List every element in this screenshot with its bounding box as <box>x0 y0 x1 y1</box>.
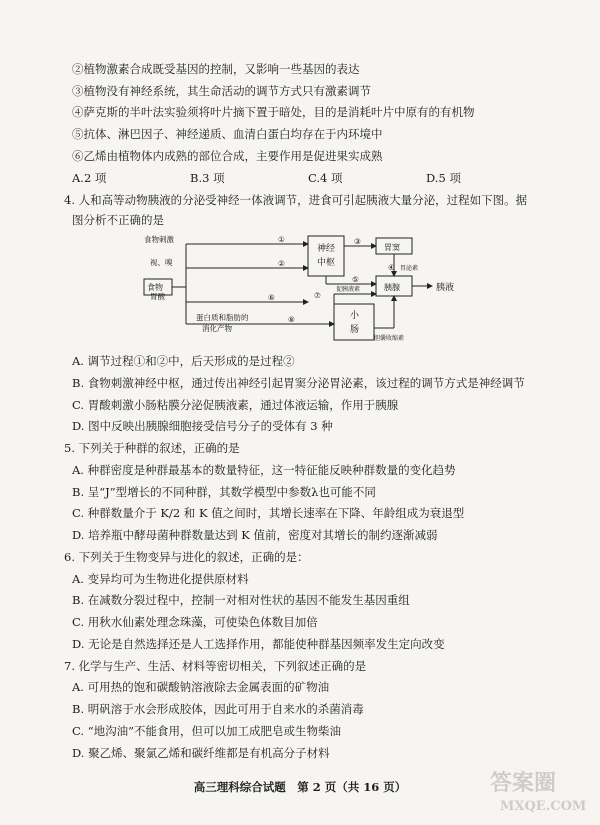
diagram-svg <box>138 232 468 342</box>
sight-smell-label: 视、嗅 <box>150 258 173 267</box>
path-7-number: ⑦ <box>314 291 321 300</box>
nerve-center-label-2: 中枢 <box>317 258 336 268</box>
q6-stem: 6. 下列关于生物变异与进化的叙述，正确的是： <box>64 550 309 564</box>
q4-option-d: D. 图中反映出胰腺细胞接受信号分子的受体有 3 种 <box>72 419 333 433</box>
q7-stem: 7. 化学与生产、生活、材料等密切相关，下列叙述正确的是 <box>64 659 367 673</box>
q7-option-a: A. 可用热的饱和碳酸钠溶液除去金属表面的矿物油 <box>72 680 330 694</box>
path-6-number: ⑥ <box>268 293 275 302</box>
q3-option-a: A.2 项 <box>72 171 107 185</box>
q6-option-d: D. 无论是自然选择还是人工选择作用，都能使种群基因频率发生定向改变 <box>72 637 445 651</box>
cck-label: 胆囊收缩素 <box>374 335 405 342</box>
watermark-line1: 答案圈 <box>490 770 557 796</box>
q4-stem-line2: 图分析不正确的是 <box>72 213 164 227</box>
small-intestine-label-2: 肠 <box>350 325 360 335</box>
q5-option-a: A. 种群密度是种群最基本的数量特征，这一特征能反映种群数量的变化趋势 <box>72 463 456 477</box>
q7-option-c: C. “地沟油”不能食用，但可以加工成肥皂或生物柴油 <box>72 724 341 738</box>
q7-option-b: B. 明矾溶于水会形成胶体，因此可用于自来水的杀菌消毒 <box>72 702 364 716</box>
q3-option-d: D.5 项 <box>426 171 461 185</box>
path-1-number: ① <box>278 235 285 244</box>
q6-option-b: B. 在减数分裂过程中，控制一对相对性状的基因不能发生基因重组 <box>72 593 410 607</box>
watermark-logo <box>486 762 586 817</box>
food-stim-label: 食物刺激 <box>144 235 174 244</box>
q3-option-c: C.4 项 <box>308 171 343 185</box>
q3-option-b: B.3 项 <box>190 171 225 185</box>
stomach-label: 胃窦 <box>384 243 400 252</box>
statement-4: ④萨克斯的半叶法实验须将叶片摘下置于暗处，目的是消耗叶片中原有的有机物 <box>72 105 475 119</box>
nerve-center-label-1: 神经 <box>317 244 336 254</box>
q4-option-c: C. 胃酸刺激小肠粘膜分泌促胰液素，通过体液运输，作用于胰腺 <box>72 398 399 412</box>
pancreas-label: 胰腺 <box>384 283 400 292</box>
path-3-number: ③ <box>354 237 361 246</box>
watermark-line2: MXQE.COM <box>500 799 586 814</box>
statement-2: ②植物激素合成既受基因的控制，又影响一些基因的表达 <box>72 62 360 76</box>
digest-products-label-1: 蛋白质和脂肪的 <box>196 313 249 322</box>
statement-3: ③植物没有神经系统，其生命活动的调节方式只有激素调节 <box>72 84 371 98</box>
stomach-acid-label: 胃酸 <box>150 292 165 301</box>
path-4-number: ④ <box>388 263 395 272</box>
nerve-center-box <box>308 236 344 276</box>
q6-option-c: C. 用秋水仙素处理念珠藻，可使染色体数目加倍 <box>72 615 318 629</box>
q7-option-d: D. 聚乙烯、聚氯乙烯和碳纤维都是有机高分子材料 <box>72 746 330 760</box>
q5-stem: 5. 下列关于种群的叙述，正确的是 <box>64 441 240 455</box>
q3-options <box>72 170 572 186</box>
q5-option-b: B. 呈“J”型增长的不同种群，其数学模型中参数λ也可能不同 <box>72 485 376 499</box>
q5-option-d: D. 培养瓶中酵母菌种群数量达到 K 值前，密度对其增长的制约逐渐减弱 <box>72 528 438 542</box>
q6-option-a: A. 变异均可为生物进化提供原材料 <box>72 572 249 586</box>
path-2-number: ② <box>278 259 285 268</box>
pancreatic-juice-label: 胰液 <box>436 283 455 293</box>
site-watermark <box>486 762 586 817</box>
q4-stem-line1: 4. 人和高等动物胰液的分泌受神经一体液调节，进食可引起胰液大量分泌，过程如下图。据 <box>64 193 528 207</box>
page-footer: 高三理科综合试题 第 2 页（共 16 页） <box>193 780 407 794</box>
statement-5: ⑤抗体、淋巴因子、神经递质、血清白蛋白均存在于内环境中 <box>72 127 383 141</box>
q5-option-c: C. 种群数量介于 K/2 和 K 值之间时，其增长速率在下降、年龄组成为衰退型 <box>72 506 465 520</box>
digest-products-label-2: 消化产物 <box>202 324 232 333</box>
food-label: 食物 <box>147 283 163 292</box>
secretin-label: 促胰液素 <box>336 286 361 293</box>
q4-option-a: A. 调节过程①和②中，后天形成的是过程② <box>72 354 295 368</box>
statement-6: ⑥乙烯由植物体内成熟的部位合成，主要作用是促进果实成熟 <box>72 149 383 163</box>
gastrin-label: 胃泌素 <box>400 265 419 272</box>
small-intestine-label-1: 小 <box>350 311 360 321</box>
path-8-number: ⑧ <box>288 315 295 324</box>
q4-option-b: B. 食物刺激神经中枢，通过传出神经引起胃窦分泌胃泌素，该过程的调节方式是神经调节 <box>72 376 525 390</box>
path-5-number: ⑤ <box>352 275 359 284</box>
pancreas-regulation-diagram <box>138 232 468 342</box>
